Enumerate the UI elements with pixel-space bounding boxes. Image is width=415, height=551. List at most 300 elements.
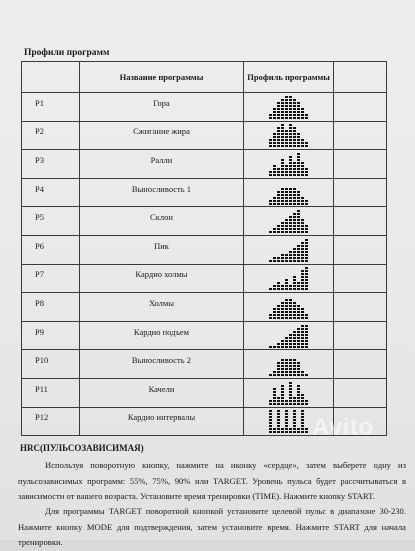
profile-segment [273, 133, 276, 135]
profile-segment [277, 171, 280, 173]
program-name-cell [79, 350, 244, 379]
profile-segment [305, 260, 308, 262]
profile-segment [277, 228, 280, 230]
profile-segment [281, 397, 284, 399]
profile-segment [297, 428, 300, 430]
program-profile-cell [244, 264, 334, 293]
profile-segment [269, 171, 272, 173]
profile-segment [273, 139, 276, 141]
program-name: Ралли [150, 154, 173, 165]
profile-segment [293, 231, 296, 233]
profile-segment [285, 191, 288, 193]
program-name: Склон [150, 212, 173, 223]
profile-segment [301, 419, 304, 421]
profile-segment [297, 142, 300, 144]
profile-segment [277, 368, 280, 370]
profile-segment [277, 314, 280, 316]
program-profile-cell [244, 235, 334, 264]
profile-segment [305, 114, 308, 116]
profile-segment [293, 222, 296, 224]
profile-segment [293, 374, 296, 376]
profile-segment [297, 174, 300, 176]
profile-segment [289, 162, 292, 164]
profile-segment [281, 168, 284, 170]
profile-segment [269, 425, 272, 427]
profile-segment [301, 371, 304, 373]
profile-segment [281, 136, 284, 138]
profile-segment [293, 276, 296, 278]
profile-segment [305, 200, 308, 202]
profile-segment [273, 260, 276, 262]
profile-segment [297, 317, 300, 319]
profile-segment [297, 308, 300, 310]
profile-segment [297, 210, 300, 212]
profile-segment [297, 334, 300, 336]
profile-segment [301, 203, 304, 205]
profile-segment [293, 302, 296, 304]
profile-bar-graph [269, 152, 309, 176]
profile-segment [273, 311, 276, 313]
profile-segment [297, 365, 300, 367]
profile-segment [289, 308, 292, 310]
profile-bar-graph [269, 123, 309, 147]
profile-segment [293, 340, 296, 342]
profile-segment [301, 260, 304, 262]
profile-segment [289, 340, 292, 342]
profile-segment [293, 254, 296, 256]
profile-segment [277, 374, 280, 376]
table-row [22, 235, 387, 264]
profile-segment [285, 228, 288, 230]
program-id-cell [22, 350, 80, 379]
profile-segment [293, 142, 296, 144]
profile-segment [273, 117, 276, 119]
profile-segment [305, 168, 308, 170]
profile-segment [293, 108, 296, 110]
profile-segment [289, 305, 292, 307]
profile-segment [281, 431, 284, 433]
profile-segment [281, 225, 284, 227]
profile-segment [301, 225, 304, 227]
profile-segment [285, 117, 288, 119]
profile-segment [301, 254, 304, 256]
profile-segment [277, 425, 280, 427]
profile-segment [293, 168, 296, 170]
profile-segment [293, 136, 296, 138]
profile-segment [277, 285, 280, 287]
profile-segment [273, 136, 276, 138]
profile-segment [277, 194, 280, 196]
profile-segment [305, 245, 308, 247]
profile-segment [277, 343, 280, 345]
profile-segment [297, 254, 300, 256]
profile-segment [297, 346, 300, 348]
profile-segment [293, 216, 296, 218]
profile-segment [301, 114, 304, 116]
profile-segment [277, 127, 280, 129]
program-profile-cell [244, 93, 334, 122]
profile-segment [289, 374, 292, 376]
profile-segment [301, 311, 304, 313]
profile-segment [297, 171, 300, 173]
profile-segment [289, 96, 292, 98]
program-id: P8 [35, 297, 44, 308]
profile-segment [289, 343, 292, 345]
profile-segment [281, 391, 284, 393]
profile-segment [281, 159, 284, 161]
profile-segment [285, 346, 288, 348]
profile-segment [285, 168, 288, 170]
profile-segment [281, 403, 284, 405]
profile-segment [273, 371, 276, 373]
profile-segment [305, 171, 308, 173]
profile-segment [297, 328, 300, 330]
profile-segment [273, 200, 276, 202]
profile-segment [297, 385, 300, 387]
program-name: Качели [148, 383, 175, 394]
profile-segment [297, 374, 300, 376]
profile-segment [297, 251, 300, 253]
profile-segment [273, 400, 276, 402]
profile-segment [293, 428, 296, 430]
profile-segment [293, 133, 296, 135]
profile-segment [277, 133, 280, 135]
profile-segment [281, 114, 284, 116]
program-profile-cell [244, 121, 334, 150]
profile-segment [293, 371, 296, 373]
profile-segment [293, 114, 296, 116]
profile-segment [293, 99, 296, 101]
profile-bar-graph [269, 352, 309, 376]
profile-segment [301, 346, 304, 348]
profile-segment [273, 285, 276, 287]
profile-segment [269, 428, 272, 430]
program-name: Гора [153, 97, 170, 108]
profile-bar-graph [269, 266, 309, 290]
profile-segment [273, 165, 276, 167]
profile-segment [297, 314, 300, 316]
profile-segment [297, 111, 300, 113]
empty-cell [333, 293, 386, 322]
program-name-cell [79, 321, 244, 350]
profile-segment [277, 174, 280, 176]
profile-segment [305, 145, 308, 147]
profile-segment [293, 425, 296, 427]
profile-segment [305, 282, 308, 284]
profile-segment [305, 374, 308, 376]
profile-segment [297, 400, 300, 402]
profile-segment [269, 400, 272, 402]
program-id-cell [22, 264, 80, 293]
profile-segment [293, 248, 296, 250]
profile-segment [305, 346, 308, 348]
profile-segment [285, 371, 288, 373]
profile-segment [289, 222, 292, 224]
table-row [22, 293, 387, 322]
profile-segment [277, 346, 280, 348]
profile-segment [305, 340, 308, 342]
table-row [22, 121, 387, 150]
profile-segment [289, 124, 292, 126]
profile-segment [289, 285, 292, 287]
profile-segment [289, 251, 292, 253]
profile-segment [285, 222, 288, 224]
profile-segment [273, 228, 276, 230]
profile-segment [289, 231, 292, 233]
profile-segment [301, 248, 304, 250]
profile-segment [297, 337, 300, 339]
profile-segment [301, 174, 304, 176]
profile-segment [281, 428, 284, 430]
profile-segment [277, 145, 280, 147]
profile-segment [293, 174, 296, 176]
profile-segment [301, 285, 304, 287]
profile-segment [297, 102, 300, 104]
program-name: Выносливость 2 [131, 355, 192, 366]
program-id-cell [22, 93, 80, 122]
profile-segment [305, 257, 308, 259]
profile-segment [285, 200, 288, 202]
profile-segment [301, 282, 304, 284]
profile-segment [301, 231, 304, 233]
empty-cell [333, 378, 386, 407]
header-id-cell [22, 62, 80, 93]
profile-segment [281, 165, 284, 167]
profile-segment [301, 276, 304, 278]
profile-segment [289, 127, 292, 129]
profile-segment [273, 288, 276, 290]
profile-segment [293, 225, 296, 227]
profile-segment [297, 145, 300, 147]
profile-segment [289, 200, 292, 202]
profile-segment [285, 428, 288, 430]
profile-segment [281, 102, 284, 104]
profile-segment [305, 267, 308, 269]
profile-segment [301, 117, 304, 119]
profile-segment [293, 228, 296, 230]
profile-segment [293, 139, 296, 141]
profile-segment [293, 410, 296, 412]
profile-segment [293, 311, 296, 313]
program-id: P12 [35, 412, 49, 423]
profile-bar-graph [269, 238, 309, 262]
profile-segment [277, 197, 280, 199]
profile-segment [285, 368, 288, 370]
profile-segment [305, 279, 308, 281]
program-profile-cell [244, 207, 334, 236]
profile-segment [289, 156, 292, 158]
program-name: Выносливость 1 [131, 183, 192, 194]
profile-segment [289, 346, 292, 348]
profile-segment [297, 136, 300, 138]
profile-segment [277, 130, 280, 132]
profile-segment [305, 288, 308, 290]
profile-segment [285, 102, 288, 104]
profile-segment [305, 142, 308, 144]
profile-segment [281, 200, 284, 202]
profile-segment [285, 282, 288, 284]
profile-segment [289, 194, 292, 196]
profile-segment [289, 174, 292, 176]
table-row [22, 264, 387, 293]
profile-segment [301, 162, 304, 164]
program-name-cell [79, 178, 244, 207]
profile-segment [281, 194, 284, 196]
profile-segment [281, 108, 284, 110]
profile-segment [301, 168, 304, 170]
profile-segment [269, 145, 272, 147]
profile-segment [285, 174, 288, 176]
profile-segment [289, 117, 292, 119]
profile-segment [285, 413, 288, 415]
profile-segment [305, 276, 308, 278]
profile-segment [289, 362, 292, 364]
profile-bar-graph [269, 95, 309, 119]
profile-segment [281, 222, 284, 224]
profile-segment [297, 245, 300, 247]
profile-segment [297, 133, 300, 135]
profile-segment [293, 102, 296, 104]
program-id: P11 [35, 383, 48, 394]
profile-segment [277, 416, 280, 418]
program-id-cell [22, 178, 80, 207]
profile-segment [301, 245, 304, 247]
profile-segment [305, 203, 308, 205]
profile-segment [305, 317, 308, 319]
profile-segment [289, 219, 292, 221]
profile-segment [301, 242, 304, 244]
profile-segment [301, 428, 304, 430]
profile-segment [277, 114, 280, 116]
profile-segment [269, 117, 272, 119]
profile-segment [289, 254, 292, 256]
profile-segment [285, 431, 288, 433]
profile-segment [305, 231, 308, 233]
profile-segment [285, 194, 288, 196]
profile-segment [281, 145, 284, 147]
profile-segment [277, 413, 280, 415]
profile-segment [301, 416, 304, 418]
program-profiles-table [21, 61, 387, 436]
profile-segment [273, 428, 276, 430]
profile-segment [301, 394, 304, 396]
profile-segment [269, 139, 272, 141]
empty-cell [333, 178, 386, 207]
profile-segment [269, 314, 272, 316]
profile-segment [301, 431, 304, 433]
profile-segment [301, 251, 304, 253]
profile-segment [301, 308, 304, 310]
profile-segment [281, 130, 284, 132]
profile-segment [301, 197, 304, 199]
table-header-row [22, 62, 387, 93]
profile-segment [289, 145, 292, 147]
profile-segment [305, 328, 308, 330]
profile-segment [293, 279, 296, 281]
profile-segment [281, 385, 284, 387]
profile-segment [281, 191, 284, 193]
profile-segment [305, 325, 308, 327]
profile-segment [289, 228, 292, 230]
table-row [22, 178, 387, 207]
profile-segment [285, 308, 288, 310]
profile-segment [297, 213, 300, 215]
profile-segment [297, 331, 300, 333]
program-name-cell [79, 264, 244, 293]
profile-segment [297, 228, 300, 230]
profile-segment [277, 305, 280, 307]
profile-segment [285, 133, 288, 135]
profile-segment [285, 374, 288, 376]
table-row [22, 378, 387, 407]
program-name: Кардио интервалы [127, 412, 196, 423]
profile-segment [293, 416, 296, 418]
profile-segment [305, 334, 308, 336]
profile-segment [293, 305, 296, 307]
profile-segment [305, 174, 308, 176]
profile-segment [301, 111, 304, 113]
profile-segment [281, 117, 284, 119]
profile-segment [297, 368, 300, 370]
profile-segment [285, 130, 288, 132]
program-id-cell [22, 121, 80, 150]
profile-segment [297, 197, 300, 199]
profile-segment [277, 203, 280, 205]
profile-bar-graph [269, 209, 309, 233]
profile-segment [289, 394, 292, 396]
profile-segment [285, 171, 288, 173]
profile-segment [305, 331, 308, 333]
profile-segment [301, 288, 304, 290]
empty-cell [333, 93, 386, 122]
profile-segment [297, 403, 300, 405]
profile-bar-graph [269, 324, 309, 348]
profile-segment [301, 425, 304, 427]
profile-segment [285, 145, 288, 147]
profile-segment [293, 260, 296, 262]
profile-segment [305, 225, 308, 227]
profile-segment [277, 225, 280, 227]
profile-segment [277, 308, 280, 310]
profile-segment [269, 422, 272, 424]
profile-segment [301, 228, 304, 230]
profile-segment [289, 188, 292, 190]
profile-segment [293, 334, 296, 336]
profile-segment [301, 331, 304, 333]
profile-segment [289, 397, 292, 399]
profile-segment [297, 311, 300, 313]
profile-segment [285, 302, 288, 304]
profile-segment [301, 222, 304, 224]
profile-segment [285, 288, 288, 290]
table-row [22, 150, 387, 179]
profile-segment [277, 400, 280, 402]
profile-segment [285, 219, 288, 221]
profile-segment [301, 334, 304, 336]
profile-segment [305, 251, 308, 253]
program-name: Кардио холмы [135, 269, 188, 280]
profile-segment [297, 219, 300, 221]
profile-segment [285, 285, 288, 287]
profile-segment [293, 419, 296, 421]
profile-segment [273, 171, 276, 173]
profile-segment [289, 288, 292, 290]
profile-bar-graph [269, 381, 309, 405]
profile-segment [289, 108, 292, 110]
profile-segment [277, 111, 280, 113]
profile-segment [285, 99, 288, 101]
table-body [22, 93, 387, 436]
